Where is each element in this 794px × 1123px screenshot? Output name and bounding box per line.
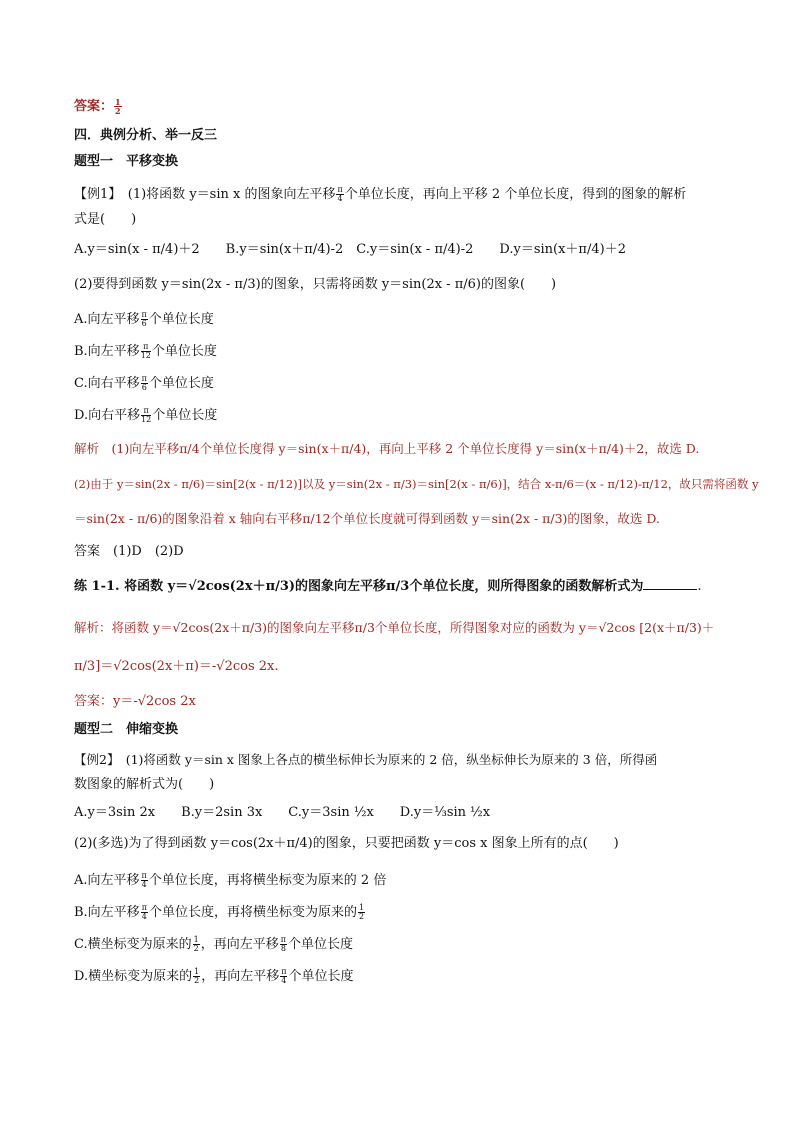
example1-option-b: B.向左平移 $\frac{\pi}{12}$ 个单位长度 xyxy=(74,342,217,360)
section-title: 四．典例分析、举一反三 xyxy=(74,128,218,143)
example1-option-a: A.向左平移 $\frac{\pi}{6}$ 个单位长度 xyxy=(74,310,214,328)
topic-heading-2: 题型二 伸缩变换 xyxy=(74,722,179,737)
answer-blank xyxy=(643,577,697,590)
example1-solution2-line2: ＝sin(2x - π/6)的图象沿着 x 轴向右平移π/12个单位长度就可得到函数 y＝sin(2x - π/3)的图象，故选 D. xyxy=(74,511,660,526)
example1-options1: A.y＝sin(x - π/4)＋2 B.y＝sin(x＋π/4)-2 C.y＝sin(x - π/4)-2 D.y＝sin(x＋π/4)＋2 xyxy=(74,242,626,257)
example1-option-c: C.向右平移 $\frac{\pi}{6}$ 个单位长度 xyxy=(74,374,214,392)
answer-label: 答案： xyxy=(74,99,114,114)
previous-answer xyxy=(74,98,123,115)
example2-option-b: B.向左平移 $\frac{\pi}{4}$ 个单位长度，再将横坐标变为原来的 $\frac{1}{2}$ xyxy=(74,903,365,921)
example2-option-d: D.横坐标变为原来的 $\frac{1}{2}$ ，再向左平移 $\frac{\pi}{4}$ 个单位长度 xyxy=(74,967,354,985)
practice1-answer: 答案：y＝-√2cos 2x xyxy=(74,694,196,709)
example1-question1: 【例1】 (1)将函数 y＝sin x 的图象向左平移 $\frac{\pi}{4}$ 个单位长度，再向上平移 2 个单位长度，得到的图象的解析 xyxy=(74,185,687,203)
example2-option-a: A.向左平移 $\frac{\pi}{4}$ 个单位长度，再将横坐标变为原来的 2 倍 xyxy=(74,871,387,889)
example2-options1: A.y＝3sin 2x B.y＝2sin 3x C.y＝3sin ½x D.y＝⅓sin ½x xyxy=(74,805,491,820)
example2-question2: (2)(多选)为了得到函数 y＝cos(2x＋π/4)的图象，只要把函数 y＝cos x 图象上所有的点( ) xyxy=(74,836,619,851)
example1-solution1: 解析 (1)向左平移π/4个单位长度得 y＝sin(x＋π/4)，再向上平移 2 个单位长度得 y＝sin(x＋π/4)＋2，故选 D. xyxy=(74,441,700,456)
example2-question1: 【例2】 (1)将函数 y＝sin x 图象上各点的横坐标伸长为原来的 2 倍，纵坐标伸长为原来的 3 倍，所得函 xyxy=(74,752,658,767)
example1-solution2-line1: (2)由于 y＝sin(2x - π/6)＝sin[2(x - π/12)]以及 y＝sin(2x - π/3)＝sin[2(x - π/6)]，结合 x-π/6＝(x - π/12)-π/12，故只需将函数 y xyxy=(74,477,759,491)
example1-question1-cont: 式是( ) xyxy=(74,212,137,227)
practice1-solution-line1: 解析：将函数 y＝√2cos(2x＋π/3)的图象向左平移π/3个单位长度，所得图象对应的函数为 y＝√2cos [2(x＋π/3)＋ xyxy=(74,620,715,635)
practice1-question: 练 1-1. 将函数 y＝√2cos(2x＋π/3)的图象向左平移π/3个单位长度，则所得图象的函数解析式为 . xyxy=(74,579,702,594)
example1-answer: 答案 (1)D (2)D xyxy=(74,544,184,559)
practice1-solution-line2: π/3]＝√2cos(2x＋π)＝-√2cos 2x. xyxy=(74,659,279,674)
example2-option-c: C.横坐标变为原来的 $\frac{1}{2}$ ，再向左平移 $\frac{\pi}{8}$ 个单位长度 xyxy=(74,935,354,953)
example1-option-d: D.向右平移 $\frac{\pi}{12}$ 个单位长度 xyxy=(74,406,218,424)
topic-heading-1: 题型一 平移变换 xyxy=(74,154,179,169)
example1-question2: (2)要得到函数 y＝sin(2x - π/3)的图象，只需将函数 y＝sin(2x - π/6)的图象( ) xyxy=(74,277,557,292)
fraction: $\frac{\pi}{4}$ xyxy=(337,185,343,203)
example2-question1-cont: 数图象的解析式为( ) xyxy=(74,777,215,792)
answer-fraction: $\frac{1}{2}$ xyxy=(115,97,121,116)
